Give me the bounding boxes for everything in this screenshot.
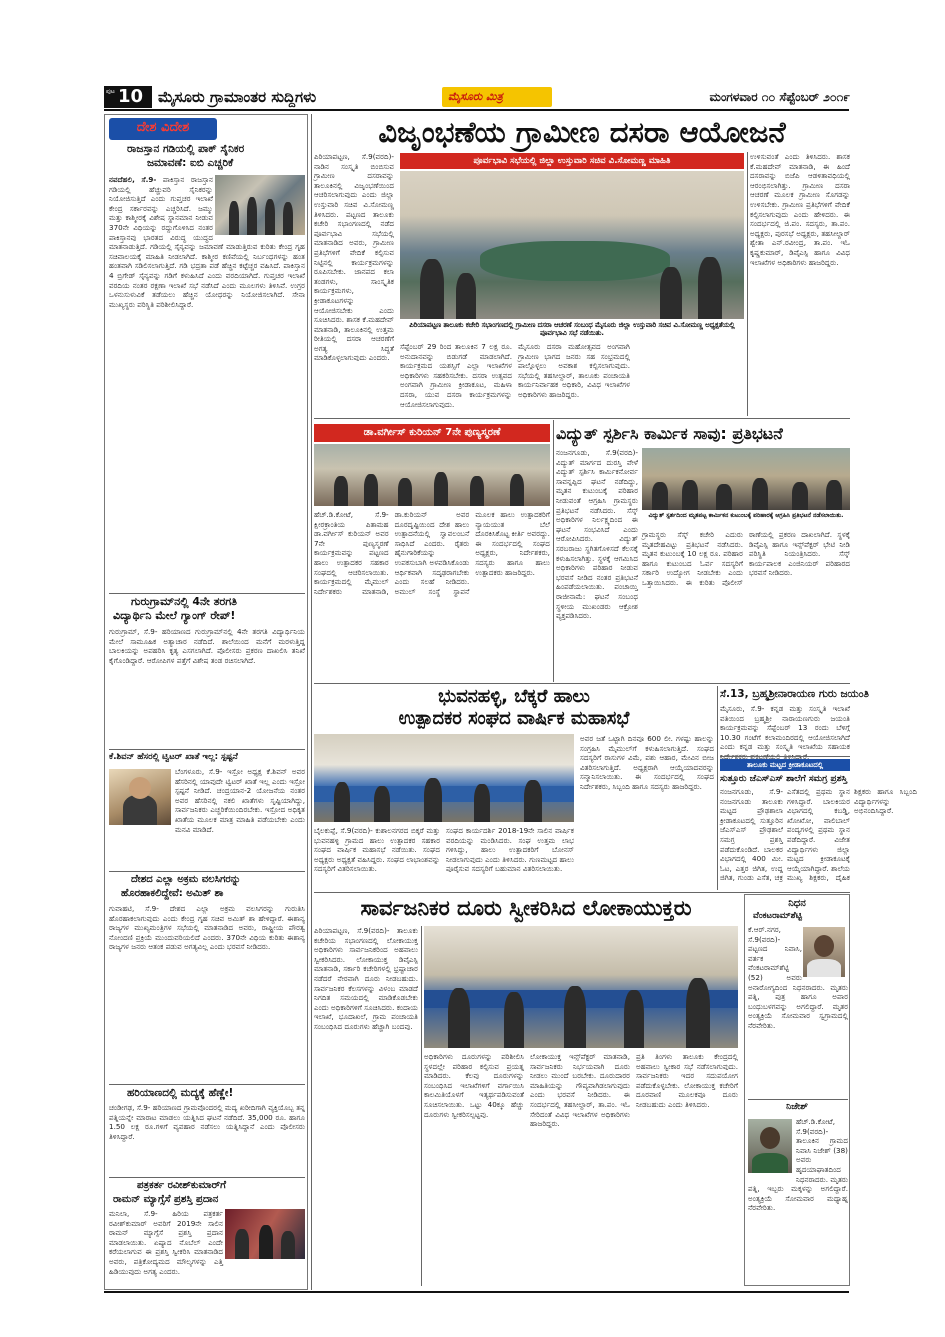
school-tag: ತಾಲೂಕು ಮಟ್ಟದ ಕ್ರೀಡಾಕೂಟದಲ್ಲಿ [720,759,850,771]
dasara-col2: ಸೆಪ್ಟೆಂಬರ್ 29 ರಿಂದ ತಾಲೂಕಿನ 7 ಲಕ್ಷ ರೂ. ಅನುದಾನವನ್ನು ಬಿಡುಗಡೆ ಮಾಡಲಾಗಿದೆ. ಕಾರ್ಯಕ್ರಮದ ಯಶಸ್ಸಿಗೆ ಎಲ್ಲಾ ಇಲಾಖೆಗಳ ಅಧಿಕಾರಿಗಳು ಸಹಕರಿಸಬೇಕು. ದಸರಾ ಉತ್ಸವದ ಅಂಗವಾಗಿ ಗ್ರಾಮೀಣ ಕ್ರೀಡಾಕೂಟ, ಮಹಿಳಾ ದಸರಾ, ಯುವ ದಸರಾ ಕಾರ್ಯಕ್ರಮಗಳನ್ನು ಆಯೋಜಿಸಲಾಗುವುದು. [400,342,512,409]
lokayukta-col4: ಪ್ರತಿ ತಿಂಗಳು ತಾಲೂಕು ಕೇಂದ್ರದಲ್ಲಿ ಅಹವಾಲು ಸ್ವೀಕಾರ ಸಭೆ ನಡೆಸಲಾಗುವುದು. ಸಾರ್ವಜನಿಕರು ಇದರ ಸದುಪಯೋಗ ಪಡೆದುಕೊಳ್ಳಬೇಕು. ಲೋಕಾಯುಕ್ತ ಕಚೇರಿಗೆ ದೂರವಾಣಿ ಮೂಲಕವೂ ದೂರು ನೀಡಬಹುದು ಎಂದು ತಿಳಿಸಿದರು. [636,1052,738,1109]
dasara-headline: ವಿಜೃಂಭಣೆಯ ಗ್ರಾಮೀಣ ದಸರಾ ಆಯೋಜನೆ [378,115,786,149]
story2-headline-1: ಗುರುಗ್ರಾಮ್‌ನಲ್ಲಿ 4ನೇ ತರಗತಿ [131,595,238,608]
dasara-subheadline: ಪೂರ್ವಭಾವಿ ಸಭೆಯಲ್ಲಿ ಜಿಲ್ಲಾ ಉಸ್ತುವಾರಿ ಸಚಿವ ವಿ.ಸೋಮಣ್ಣ ಮಾಹಿತಿ [400,153,744,169]
obituary2-body [748,1117,848,1283]
column-rule [717,686,718,890]
kurien-photo [314,444,550,506]
story1-text: ಪಾಕಿಸ್ತಾನ ರಾಜಸ್ತಾನ ಗಡಿಯಲ್ಲಿ ಹೆಚ್ಚುವರಿ ಸೈನಿಕರನ್ನು ನಿಯೋಜಿಸುತ್ತಿದೆ ಎಂದು ಗುಪ್ತಚರ ಇಲಾಖೆ ಕೇಂದ್ರ ಸರ್ಕಾರವನ್ನು ಎಚ್ಚರಿಸಿದೆ. ಜಮ್ಮು ಮತ್ತು ಕಾಶ್ಮೀರಕ್ಕೆ ವಿಶೇಷ ಸ್ಥಾನಮಾನ ನೀಡುವ 370ನೇ ವಿಧಿಯನ್ನು ರದ್ದುಗೊಳಿಸಿದ ನಂತರ ಪಾಕಿಸ್ತಾನವು ಭಾರತದ ವಿರುದ್ಧ ಯುದ್ಧದ ಮಾತನಾಡುತ್ತಿದೆ. ಗಡಿಯಲ್ಲಿ ಸೈನ್ಯವನ್ನು ಜಮಾವಣೆ ಮಾಡುತ್ತಿರುವ ಕುರಿತು ಕೇಂದ್ರ ಗೃಹ ಸಚಿವಾಲಯಕ್ಕೆ ಮಾಹಿತಿ ನೀಡಲಾಗಿದೆ. ಕಾಶ್ಮೀರ ಕಣಿವೆಯಲ್ಲಿ ನಿರ್ಬಂಧಗಳನ್ನು ಹಂತ ಹಂತವಾಗಿ ಸಡಿಲಿಸಲಾಗುತ್ತಿದೆ. ಗಡಿ ಭದ್ರತಾ ಪಡೆ ಹೆಚ್ಚಿನ ಕಟ್ಟೆಚ್ಚರ ವಹಿಸಿದೆ. ಪಾಕಿಸ್ತಾನ 4 ಬ್ರಿಗೇಡ್ ಸೈನ್ಯವನ್ನು ಗಡಿಗೆ ಕಳುಹಿಸಿದೆ ಎಂದು ವರದಿಯಾಗಿದೆ. ಗುಪ್ತಚರ ಇಲಾಖೆ ವರದಿಯ ನಂತರ ರಕ್ಷಣಾ ಇಲಾಖೆ ಸಭೆ ನಡೆಸಿದೆ ಎಂದು ಮೂಲಗಳು ತಿಳಿಸಿವೆ. ಉಗ್ರರ ಒಳನುಸುಳುವಿಕೆ ತಡೆಯಲು ಹೆಚ್ಚಿನ ಯೋಧರನ್ನು ನಿಯೋಜಿಸಲಾಗಿದೆ. ಸೇನಾ ಮುಖ್ಯಸ್ಥರು ಪರಿಸ್ಥಿತಿ ಪರಿಶೀಲಿಸಿದ್ದಾರೆ. [109,175,305,309]
footer-rule [104,1291,849,1293]
guru-body: ಮೈಸೂರು, ಸೆ.9- ಕನ್ನಡ ಮತ್ತು ಸಂಸ್ಕೃತಿ ಇಲಾಖೆ ವತಿಯಿಂದ ಬ್ರಹ್ಮಶ್ರೀ ನಾರಾಯಣಗುರು ಜಯಂತಿ ಕಾರ್ಯಕ್ರಮವನ್ನು ಸೆಪ್ಟೆಂಬರ್ 13 ರಂದು ಬೆಳಿಗ್ಗೆ 10.30 ಗಂಟೆಗೆ ಕಲಾಮಂದಿರದಲ್ಲಿ ಆಯೋಜಿಸಲಾಗಿದೆ ಎಂದು ಕನ್ನಡ ಮತ್ತು ಸಂಸ್ಕೃತಿ ಇಲಾಖೆಯ ಸಹಾಯಕ [720,704,850,752]
dasara-caption: ಪಿರಿಯಾಪಟ್ಟಣ ತಾಲೂಕು ಕಚೇರಿ ಸಭಾಂಗಣದಲ್ಲಿ ಗ್ರಾಮೀಣ ದಸರಾ ಆಚರಣೆ ಸಂಬಂಧ ಮೈಸೂರು ಜಿಲ್ಲಾ ಉಸ್ತುವಾರಿ ಸಚಿವ ವಿ.ಸೋಮಣ್ಣ ಅಧ್ಯಕ್ಷತೆಯಲ್ಲಿ ಪೂರ್ವಭಾವಿ ಸಭೆ ನಡೆಯಿತು. [409,321,735,338]
column-rule [747,152,748,416]
story1-dateline: ನವದೆಹಲಿ, ಸೆ.9- [109,175,157,184]
story3-photo [109,769,171,825]
section-banner [109,118,217,140]
milk-col3: ಅವರ ಜತೆ ಒಟ್ಟಾಗಿ ದಿನವೂ 600 ಲೀ. ಗಳಷ್ಟು ಹಾಲನ್ನು ಸಂಗ್ರಹಿಸಿ ಮೈಮುಲ್‌ಗೆ ಕಳುಹಿಸಲಾಗುತ್ತಿದೆ. ಸಂಘದ ಸದಸ್ಯರಿಗೆ ರಾಸುಗಳ ವಿಮೆ, ಪಶು ಆಹಾರ, ಮೇವಿನ ಬೀಜ ವಿತರಿಸಲಾಗುತ್ತಿದೆ. ಅಧ್ಯಕ್ಷರಾಗಿ ಆಯ್ಕೆಯಾದವರನ್ನು ಸನ್ಮಾನಿಸಲಾಯಿತು. ಈ ಸಂದರ್ಭದಲ್ಲಿ ಸಂಘದ ನಿರ್ದೇಶಕರು, ಸಿಬ್ಬಂದಿ ಹಾಗೂ ಸದಸ್ಯರು ಹಾಜರಿದ್ದರು. [580,734,714,791]
section-banner-text: ದೇಶ ವಿದೇಶ [136,120,190,135]
dasara-col3: ಮೈಸೂರು ದಸರಾ ಮಹೋತ್ಸವದ ಅಂಗವಾಗಿ ಗ್ರಾಮೀಣ ಭಾಗದ ಜನರು ಸಹ ಸಂಭ್ರಮದಲ್ಲಿ ಪಾಲ್ಗೊಳ್ಳಲು ಅವಕಾಶ ಕಲ್ಪಿಸಲಾಗುವುದು. ಸಭೆಯಲ್ಲಿ ತಹಸೀಲ್ದಾರ್, ತಾಲೂಕು ಪಂಚಾಯತಿ ಕಾರ್ಯನಿರ್ವಾಹಕ ಅಧಿಕಾರಿ, ವಿವಿಧ ಇಲಾಖೆಗಳ ಅಧಿಕಾರಿಗಳು ಹಾಜರಿದ್ದರು. [518,342,630,399]
story6-body [109,1209,305,1287]
lokayukta-photo [424,926,738,1048]
story2-headline-2: ವಿದ್ಯಾರ್ಥಿನಿ ಮೇಲೆ ಗ್ಯಾಂಗ್ ರೇಪ್! [113,609,236,622]
dasara-col4: ಉಳಿಸುವಂತೆ ಎಂದು ತಿಳಿಸಿದರು. ಶಾಸಕ ಕೆ.ಮಹದೇವ್ ಮಾತನಾಡಿ, ಈ ಹಿಂದೆ ದಸರಾವನ್ನು ಬಿಜೆಪಿ ಆಡಳಿತಾವಧಿಯಲ್ಲಿ ಆರಂಭಿಸಲಾಗಿತ್ತು. ಗ್ರಾಮೀಣ ದಸರಾ ಆಚರಣೆ ಮೂಲಕ ಗ್ರಾಮೀಣ ಸೊಗಡನ್ನು ಉಳಿಸಬೇಕು. ಗ್ರಾಮೀಣ ಪ್ರತಿಭೆಗಳಿಗೆ ವೇದಿಕೆ ಕಲ್ಪಿಸಲಾಗುವುದು ಎಂದು ಹೇಳಿದರು. ಈ ಸಂದರ್ಭದಲ್ಲಿ ಜಿ.ಪಂ. ಸದಸ್ಯರು, ತಾ.ಪಂ. ಅಧ್ಯಕ್ಷರು, ಪುರಸಭೆ ಅಧ್ಯಕ್ಷರು, ತಹಸೀಲ್ದಾರ್ ಶ್ವೇತಾ ಎನ್.ರವೀಂದ್ರ, ತಾ.ಪಂ. ಇಓ ಕೃಷ್ಣಕುಮಾರ್, ಡಿವೈಎಸ್ಪಿ ಹಾಗೂ ವಿವಿಧ ಇಲಾಖೆಗಳ ಅಧಿಕಾರಿಗಳು ಹಾಜರಿದ್ದರು. [750,152,850,267]
obituary2-text: ಹೆಚ್.ಡಿ.ಕೋಟೆ, ಸೆ.9(ವರದಿ)- ತಾಲೂಕಿನ ಗ್ರಾಮದ ನಿವಾಸಿ ನಿಜೇಶ್ (38) ಅವರು ಹೃದಯಾಘಾತದಿಂದ ನಿಧನರಾದರು. ಮೃತರು ಪತ್ನಿ, ಇಬ್ಬರು ಮಕ್ಕಳನ್ನು ಅಗಲಿದ್ದಾರೆ. ಅಂತ್ಯಕ್ರಿಯೆ ಸೋಮವಾರ ಮಧ್ಯಾಹ್ನ ನೆರವೇರಿತು. [748,1117,848,1213]
obituary1-body [748,925,848,1095]
story1-headline-1: ರಾಜಸ್ತಾನ ಗಡಿಯಲ್ಲಿ ಪಾಕ್ ಸೈನಿಕರ [127,143,245,155]
kurien-headline: ಡಾ.ವರ್ಗೀಸ್ ಕುರಿಯನ್ 7ನೇ ಪುಣ್ಯಸ್ಮರಣೆ [314,424,550,442]
story6-text: ಮನಿಲಾ, ಸೆ.9- ಹಿರಿಯ ಪತ್ರಕರ್ತ ರವೀಶ್‌ಕುಮಾರ್ ಅವರಿಗೆ 2019ನೇ ಸಾಲಿನ ರಾಮನ್ ಮ್ಯಾಗ್ಸೆಸೆ ಪ್ರಶಸ್ತಿ ಪ್ರದಾನ ಮಾಡಲಾಯಿತು. ಏಷ್ಯಾದ ನೊಬೆಲ್ ಎಂದೇ ಕರೆಯಲಾಗುವ ಈ ಪ್ರಶಸ್ತಿ ಸ್ವೀಕರಿಸಿ ಮಾತನಾಡಿದ ಅವರು, ಪತ್ರಿಕೋದ್ಯಮದ ಮೌಲ್ಯಗಳನ್ನು ಎತ್ತಿ ಹಿಡಿಯುವುದು ಅಗತ್ಯ ಎಂದರು. [109,1209,223,1276]
school-body: ನಂಜನಗೂಡು, ಸೆ.9- ನಂಜನಗೂಡು ತಾಲೂಕು ಮಟ್ಟದ ಪ್ರೌಢಶಾಲಾ ಕ್ರೀಡಾಕೂಟದಲ್ಲಿ ಸುತ್ತೂರಿನ ಜೆಎಸ್‌ಎಸ್ ಪ್ರೌಢಶಾಲೆ ಸಮಗ್ರ ಪ್ರಶಸ್ತಿ ಪಡೆದುಕೊಂಡಿದೆ. ಬಾಲಕರ ವಿಭಾಗದಲ್ಲಿ 400 ಮೀ. ಓಟ, ಎತ್ತರ ಜಿಗಿತ, ಉದ್ದ ಜಿಗಿತ, ಗುಂಡು ಎಸೆತ, ಚಕ್ರ ಎಸೆತದಲ್ಲಿ ಪ್ರಥಮ ಸ್ಥಾನ ಗಳಿಸಿದ್ದಾರೆ. ಬಾಲಕಿಯರ ವಿಭಾಗದಲ್ಲಿ ಕಬಡ್ಡಿ, ಖೋಖೋ, ವಾಲಿಬಾಲ್ ಪಂದ್ಯಗಳಲ್ಲಿ ಪ್ರಥಮ ಸ್ಥಾನ ಪಡೆದಿದ್ದಾರೆ. ವಿಜೇತ ವಿದ್ಯಾರ್ಥಿಗಳು ಜಿಲ್ಲಾ ಮಟ್ಟದ ಕ್ರೀಡಾಕೂಟಕ್ಕೆ ಆಯ್ಕೆಯಾಗಿದ್ದಾರೆ. ಶಾಲೆಯ ಮುಖ್ಯ ಶಿಕ್ಷಕರು, ದೈಹಿಕ ಶಿಕ್ಷಕರು ಹಾಗೂ ಸಿಬ್ಬಂದಿ ವಿದ್ಯಾರ್ಥಿಗಳನ್ನು ಅಭಿನಂದಿಸಿದ್ದಾರೆ. [720,787,917,883]
obituary1-text: ಕೆ.ಆರ್.ನಗರ, ಸೆ.9(ವರದಿ)- ಪಟ್ಟಣದ ನಿವಾಸಿ, ವರ್ತಕ ವೆಂಕಟರಾಮ್‌ಶೆಟ್ಟಿ (52) ಅವರು ಅನಾರೋಗ್ಯದಿಂದ ನಿಧನರಾದರು. ಮೃತರು ಪತ್ನಿ, ಪುತ್ರ ಹಾಗೂ ಅಪಾರ ಬಂಧುಬಳಗವನ್ನು ಅಗಲಿದ್ದಾರೆ. ಮೃತರ ಅಂತ್ಯಕ್ರಿಯೆ ಸೋಮವಾರ ಸ್ವಗ್ರಾಮದಲ್ಲಿ ನೆರವೇರಿತು. [748,925,848,1030]
page-tag: ಪುಟ [106,88,115,95]
lokayukta-col3: ಲೋಕಾಯುಕ್ತ ಇನ್ಸ್‌ಪೆಕ್ಟರ್ ಮಾತನಾಡಿ, ಸಾರ್ವಜನಿಕರು ನಿರ್ಭಯವಾಗಿ ದೂರು ನೀಡಲು ಮುಂದೆ ಬರಬೇಕು. ದೂರುದಾರರ ಮಾಹಿತಿಯನ್ನು ಗೌಪ್ಯವಾಗಿಡಲಾಗುವುದು ಎಂದು ಭರವಸೆ ನೀಡಿದರು. ಈ ಸಂದರ್ಭದಲ್ಲಿ ತಹಸೀಲ್ದಾರ್, ತಾ.ಪಂ. ಇಓ ಸೇರಿದಂತೆ ವಿವಿಧ ಇಲಾಖೆಗಳ ಅಧಿಕಾರಿಗಳು ಹಾಜರಿದ್ದರು. [530,1052,630,1129]
column-rule [553,420,554,682]
dasara-photo [400,171,744,319]
column-rule [311,114,312,1290]
story4-headline-1: ದೇಶದ ಎಲ್ಲಾ ಅಕ್ರಮ ವಲಸಿಗರನ್ನು [131,874,241,885]
obituary1-name: ವೆಂಕಟರಾಮ್‌ಶೆಟ್ಟಿ [753,911,802,921]
obituary-section-title: ನಿಧನ [788,898,806,909]
milk-col1: ಬೈಲಕುಪ್ಪೆ, ಸೆ.9(ವರದಿ)- ಕುಶಾಲನಗರದ ಬಿಕ್ಕರೆ ಮತ್ತು ಭುವನಹಳ್ಳಿ ಗ್ರಾಮದ ಹಾಲು ಉತ್ಪಾದಕರ ಸಹಕಾರ ಸಂಘದ ವಾರ್ಷಿಕ ಮಹಾಸಭೆ ನಡೆಯಿತು. ಸಂಘದ ಅಧ್ಯಕ್ಷರು ಅಧ್ಯಕ್ಷತೆ ವಹಿಸಿದ್ದರು. ಸಂಘದ ಲಾಭಾಂಶವನ್ನು ಸದಸ್ಯರಿಗೆ ವಿತರಿಸಲಾಯಿತು. [314,826,440,874]
story4-headline-2: ಹೊರಹಾಕಲಿದ್ದೇವೆ: ಅಮಿತ್ ಶಾ [121,888,224,899]
section-title: ಮೈಸೂರು ಗ್ರಾಮಾಂತರ ಸುದ್ದಿಗಳು [158,88,317,106]
electric-body2: ಗ್ರಾಮಸ್ಥರು ಸೆಸ್ಕ್ ಕಚೇರಿ ಎದುರು ಮೃತದೇಹವಿಟ್ಟು ಪ್ರತಿಭಟನೆ ನಡೆಸಿದರು. ಮೃತನ ಕುಟುಂಬಕ್ಕೆ 10 ಲಕ್ಷ ರೂ. ಪರಿಹಾರ ಹಾಗೂ ಕುಟುಂಬದ ಓರ್ವ ಸದಸ್ಯರಿಗೆ ಸರ್ಕಾರಿ ಉದ್ಯೋಗ ನೀಡಬೇಕು ಎಂದು ಒತ್ತಾಯಿಸಿದರು. ಈ ಕುರಿತು ಪೊಲೀಸ್ ಠಾಣೆಯಲ್ಲಿ ಪ್ರಕರಣ ದಾಖಲಾಗಿದೆ. ಸ್ಥಳಕ್ಕೆ ಡಿವೈಎಸ್ಪಿ ಹಾಗೂ ಇನ್ಸ್‌ಪೆಕ್ಟರ್ ಭೇಟಿ ನೀಡಿ ಪರಿಸ್ಥಿತಿ ನಿಯಂತ್ರಿಸಿದರು. ಸೆಸ್ಕ್ ಕಾರ್ಯಪಾಲಕ ಎಂಜಿನಿಯರ್ ಪರಿಹಾರದ ಭರವಸೆ ನೀಡಿದರು. [642,530,850,587]
issue-date: ಮಂಗಳವಾರ ೧೦ ಸೆಪ್ಟೆಂಬರ್ ೨೦೧೯ [709,90,850,104]
story2-body: ಗುರುಗ್ರಾಮ್, ಸೆ.9- ಹರಿಯಾಣದ ಗುರುಗ್ರಾಮ್‌ನಲ್ಲಿ 4ನೇ ತರಗತಿ ವಿದ್ಯಾರ್ಥಿನಿಯ ಮೇಲೆ ಸಾಮೂಹಿಕ ಅತ್ಯಾಚಾರ ನಡೆದಿದೆ. ಶಾಲೆಯಿಂದ ಮನೆಗೆ ಮರಳುತ್ತಿದ್ದ ಬಾಲಕಿಯನ್ನು ಅಪಹರಿಸಿ ಕೃತ್ಯ ಎಸಗಲಾಗಿದೆ. ಪೊಲೀಸರು ಪ್ರಕರಣ ದಾಖಲಿಸಿ ತನಿಖೆ ಕೈಗೊಂಡಿದ್ದಾರೆ. ಆರೋಪಿಗಳ ಪತ್ತೆಗೆ ವಿಶೇಷ ತಂಡ ರಚಿಸಲಾಗಿದೆ. [109,627,305,665]
dasara-col1: ಪಿರಿಯಾಪಟ್ಟಣ, ಸೆ.9(ವರದಿ)- ನಾಡಿನ ಸಂಸ್ಕೃತಿ ಬಿಂಬಿಸುವ ಗ್ರಾಮೀಣ ದಸರಾವನ್ನು ತಾಲೂಕಿನಲ್ಲಿ ವಿಜೃಂಭಣೆಯಿಂದ ಆಚರಿಸಲಾಗುವುದು ಎಂದು ಜಿಲ್ಲಾ ಉಸ್ತುವಾರಿ ಸಚಿವ ವಿ.ಸೋಮಣ್ಣ ತಿಳಿಸಿದರು. ಪಟ್ಟಣದ ತಾಲೂಕು ಕಚೇರಿ ಸಭಾಂಗಣದಲ್ಲಿ ನಡೆದ ಪೂರ್ವಭಾವಿ ಸಭೆಯಲ್ಲಿ ಮಾತನಾಡಿದ ಅವರು, ಗ್ರಾಮೀಣ ಪ್ರತಿಭೆಗಳಿಗೆ ವೇದಿಕೆ ಕಲ್ಪಿಸುವ ನಿಟ್ಟಿನಲ್ಲಿ ಕಾರ್ಯಕ್ರಮಗಳನ್ನು ರೂಪಿಸಬೇಕು. ಜಾನಪದ ಕಲಾ ತಂಡಗಳು, ಸಾಂಸ್ಕೃತಿಕ ಕಾರ್ಯಕ್ರಮಗಳು, ಕ್ರೀಡಾಕೂಟಗಳನ್ನು ಆಯೋಜಿಸಬೇಕು ಎಂದು ಸೂಚಿಸಿದರು. ಶಾಸಕ ಕೆ.ಮಹದೇವ್ ಮಾತನಾಡಿ, ತಾಲೂಕಿನಲ್ಲಿ ಉತ್ತಮ ರೀತಿಯಲ್ಲಿ ದಸರಾ ಆಚರಣೆಗೆ ಅಗತ್ಯ ಸಿದ್ಧತೆ ಮಾಡಿಕೊಳ್ಳಲಾಗುವುದು ಎಂದರು. [314,152,394,363]
obituary2-name: ನಿಜೇಶ್ [786,1102,808,1112]
page-number: 10 [118,86,144,107]
electric-caption: ವಿದ್ಯುತ್ ಸ್ಪರ್ಶದಿಂದ ಮೃತಪಟ್ಟ ಕಾರ್ಮಿಕನ ಕುಟುಂಬಕ್ಕೆ ಪರಿಹಾರಕ್ಕೆ ಆಗ್ರಹಿಸಿ ಪ್ರತಿಭಟನೆ ನಡೆಸಲಾಯಿತು. [648,512,844,519]
lokayukta-headline: ಸಾರ್ವಜನಿಕರ ದೂರು ಸ್ವೀಕರಿಸಿದ ಲೋಕಾಯುಕ್ತರು [360,896,692,920]
story1-headline-2: ಜಮಾವಣೆ: ಐಬಿ ಎಚ್ಚರಿಕೆ [147,157,234,169]
milk-headline-2: ಉತ್ಪಾದಕರ ಸಂಘದ ವಾರ್ಷಿಕ ಮಹಾಸಭೆ [398,708,630,729]
story3-headline: ಕೆ.ಶಿವನ್ ಹೆಸರಲ್ಲಿ ಟ್ವಿಟರ್ ಖಾತೆ ಇಲ್ಲ: ಸ್ಪಷ್ಟನೆ [109,752,238,762]
electric-body: ನಂಜನಗೂಡು, ಸೆ.9(ವರದಿ)- ವಿದ್ಯುತ್ ಮಾರ್ಗದ ದುರಸ್ತಿ ವೇಳೆ ವಿದ್ಯುತ್ ಸ್ಪರ್ಶಿಸಿ ಕಾರ್ಮಿಕನೋರ್ವ ಸಾವನ್ನಪ್ಪಿದ ಘಟನೆ ನಡೆದಿದ್ದು, ಮೃತನ ಕುಟುಂಬಕ್ಕೆ ಪರಿಹಾರ ನೀಡುವಂತೆ ಆಗ್ರಹಿಸಿ ಗ್ರಾಮಸ್ಥರು ಪ್ರತಿಭಟನೆ ನಡೆಸಿದರು. ಸೆಸ್ಕ್ ಅಧಿಕಾರಿಗಳ ನಿರ್ಲಕ್ಷ್ಯದಿಂದ ಈ ಘಟನೆ ಸಂಭವಿಸಿದೆ ಎಂದು ಆರೋಪಿಸಿದರು. ವಿದ್ಯುತ್ ಸರಬರಾಜು ಸ್ಥಗಿತಗೊಳಿಸದೆ ಕೆಲಸಕ್ಕೆ ಕಳುಹಿಸಲಾಗಿತ್ತು. ಸ್ಥಳಕ್ಕೆ ಆಗಮಿಸಿದ ಅಧಿಕಾರಿಗಳು ಪರಿಹಾರ ನೀಡುವ ಭರವಸೆ ನೀಡಿದ ನಂತರ ಪ್ರತಿಭಟನೆ ಹಿಂಪಡೆಯಲಾಯಿತು. ಪಂಚಾಯ್ತಿ ರಾಜೀನಾಮೆ: ಘಟನೆ ಸಂಬಂಧ ಸ್ಥಳೀಯ ಮುಖಂಡರು ಆಕ್ರೋಶ ವ್ಯಕ್ತಪಡಿಸಿದರು. [556,448,638,621]
guru-headline: ಸೆ.13, ಬ್ರಹ್ಮಶ್ರೀನಾರಾಯಣ ಗುರು ಜಯಂತಿ [720,688,869,700]
electric-headline: ವಿದ್ಯುತ್ ಸ್ಪರ್ಶಿಸಿ ಕಾರ್ಮಿಕ ಸಾವು: ಪ್ರತಿಭಟನೆ [556,424,783,443]
electric-photo [642,448,850,510]
masthead-rule [104,109,849,111]
story3-body: ಬೆಂಗಳೂರು, ಸೆ.9- ಇಸ್ರೋ ಅಧ್ಯಕ್ಷ ಕೆ.ಶಿವನ್ ಅವರ ಹೆಸರಿನಲ್ಲಿ ಯಾವುದೇ ಟ್ವಿಟರ್ ಖಾತೆ ಇಲ್ಲ ಎಂದು ಇಸ್ರೋ ಸ್ಪಷ್ಟನೆ ನೀಡಿದೆ. ಚಂದ್ರಯಾನ-2 ಯೋಜನೆಯ ನಂತರ ಅವರ ಹೆಸರಿನಲ್ಲಿ ನಕಲಿ ಖಾತೆಗಳು ಸೃಷ್ಟಿಯಾಗಿದ್ದು, ಸಾರ್ವಜನಿಕರು ಎಚ್ಚರಿಕೆಯಿಂದಿರಬೇಕು. ಇಸ್ರೋದ ಅಧಿಕೃತ ಖಾತೆಯ ಮೂಲಕ ಮಾತ್ರ ಮಾಹಿತಿ ಪಡೆಯಬೇಕು ಎಂದು ಮನವಿ ಮಾಡಿದೆ. [175,767,305,834]
paper-logo [442,87,552,107]
milk-photo [314,734,574,822]
masthead [104,86,849,108]
school-headline: ಸುತ್ತೂರು ಜೆಎಸ್‌ಎಸ್ ಶಾಲೆಗೆ ಸಮಗ್ರ ಪ್ರಶಸ್ತಿ [720,774,848,784]
lokayukta-col1: ಪಿರಿಯಾಪಟ್ಟಣ, ಸೆ.9(ವರದಿ)- ತಾಲೂಕು ಕಚೇರಿಯ ಸಭಾಂಗಣದಲ್ಲಿ ಲೋಕಾಯುಕ್ತ ಅಧಿಕಾರಿಗಳು ಸಾರ್ವಜನಿಕರಿಂದ ಅಹವಾಲು ಸ್ವೀಕರಿಸಿದರು. ಲೋಕಾಯುಕ್ತ ಡಿವೈಎಸ್ಪಿ ಮಾತನಾಡಿ, ಸರ್ಕಾರಿ ಕಚೇರಿಗಳಲ್ಲಿ ಭ್ರಷ್ಟಾಚಾರ ನಡೆದರೆ ನೇರವಾಗಿ ದೂರು ನೀಡಬಹುದು. ಸಾರ್ವಜನಿಕರ ಕೆಲಸಗಳನ್ನು ವಿಳಂಬ ಮಾಡದೆ ನಿಗದಿತ ಸಮಯದಲ್ಲಿ ಮಾಡಿಕೊಡಬೇಕು ಎಂದು ಅಧಿಕಾರಿಗಳಿಗೆ ಸೂಚಿಸಿದರು. ಕಂದಾಯ ಇಲಾಖೆ, ಭೂದಾಖಲೆ, ಗ್ರಾಮ ಪಂಚಾಯತಿ ಸಂಬಂಧಿಸಿದ ದೂರುಗಳು ಹೆಚ್ಚಾಗಿ ಬಂದವು. [314,926,418,1031]
column-rule [421,926,422,1286]
obituary-box [744,894,850,1286]
milk-headline-1: ಭುವನಹಳ್ಳಿ, ಬೆಕ್ಕರೆ ಹಾಲು [438,686,590,707]
page-number-box [104,86,152,108]
story5-headline: ಹರಿಯಾಣದಲ್ಲಿ ಮದ್ಯಕ್ಕೆ ಹೆಣ್ಣೇ! [127,1087,234,1099]
left-column [104,114,308,1290]
paper-name: ಮೈಸೂರು ಮಿತ್ರ [448,90,503,103]
story5-body: ಚಂಡೀಗಢ, ಸೆ.9- ಹರಿಯಾಣದ ಗ್ರಾಮವೊಂದರಲ್ಲಿ ಮದ್ಯ ಖರೀದಿಗಾಗಿ ವ್ಯಕ್ತಿಯೊಬ್ಬ ತನ್ನ ಪತ್ನಿಯನ್ನೇ ಮಾರಾಟ ಮಾಡಲು ಯತ್ನಿಸಿದ ಘಟನೆ ನಡೆದಿದೆ. 35,000 ರೂ. ಹಾಗೂ 1.50 ಲಕ್ಷ ರೂ.ಗಳಿಗೆ ವ್ಯವಹಾರ ನಡೆಸಲು ಯತ್ನಿಸಿದ್ದಾನೆ ಎಂದು ಪೊಲೀಸರು ತಿಳಿಸಿದ್ದಾರೆ. [109,1103,305,1141]
story6-headline-2: ರಾಮನ್ ಮ್ಯಾಗ್ಸೆಸೆ ಪ್ರಶಸ್ತಿ ಪ್ರದಾನ [113,1194,219,1205]
story4-body: ಗುವಾಹಟಿ, ಸೆ.9- ದೇಶದ ಎಲ್ಲಾ ಅಕ್ರಮ ವಲಸಿಗರನ್ನು ಗುರುತಿಸಿ ಹೊರಹಾಕಲಾಗುವುದು ಎಂದು ಕೇಂದ್ರ ಗೃಹ ಸಚಿವ ಅಮಿತ್ ಶಾ ಹೇಳಿದ್ದಾರೆ. ಈಶಾನ್ಯ ರಾಜ್ಯಗಳ ಮುಖ್ಯಮಂತ್ರಿಗಳ ಸಭೆಯಲ್ಲಿ ಮಾತನಾಡಿದ ಅವರು, ರಾಷ್ಟ್ರೀಯ ಪೌರತ್ವ ನೋಂದಣಿ ಪ್ರಕ್ರಿಯೆ ಮುಂದುವರಿಯಲಿದೆ ಎಂದರು. 370ನೇ ವಿಧಿಯ ಕುರಿತು ಈಶಾನ್ಯ ರಾಜ್ಯಗಳ ಜನರು ಆತಂಕ ಪಡುವ ಅಗತ್ಯವಿಲ್ಲ ಎಂದು ಭರವಸೆ ನೀಡಿದರು. [109,904,305,952]
story1-body [109,175,305,387]
kurien-body: ಹೆಚ್.ಡಿ.ಕೋಟೆ, ಸೆ.9- ಕ್ಷೀರಕ್ರಾಂತಿಯ ಪಿತಾಮಹ ಡಾ.ವರ್ಗೀಸ್ ಕುರಿಯನ್ ಅವರ 7ನೇ ಪುಣ್ಯಸ್ಮರಣೆ ಕಾರ್ಯಕ್ರಮವನ್ನು ಪಟ್ಟಣದ ಹಾಲು ಉತ್ಪಾದಕರ ಸಹಕಾರ ಸಂಘದಲ್ಲಿ ಆಚರಿಸಲಾಯಿತು. ಕಾರ್ಯಕ್ರಮದಲ್ಲಿ ಮೈಮುಲ್ ನಿರ್ದೇಶಕರು ಮಾತನಾಡಿ, ಡಾ.ಕುರಿಯನ್ ಅವರ ದೂರದೃಷ್ಟಿಯಿಂದ ದೇಶ ಹಾಲು ಉತ್ಪಾದನೆಯಲ್ಲಿ ಸ್ವಾವಲಂಬನೆ ಸಾಧಿಸಿದೆ ಎಂದರು. ರೈತರು ಹೈನುಗಾರಿಕೆಯನ್ನು ಉಪಕಸುಬಾಗಿ ಅಳವಡಿಸಿಕೊಂಡು ಆರ್ಥಿಕವಾಗಿ ಸದೃಢರಾಗಬೇಕು ಎಂದು ಸಲಹೆ ನೀಡಿದರು. ಅಮುಲ್ ಸಂಸ್ಥೆ ಸ್ಥಾಪನೆ ಮೂಲಕ ಹಾಲು ಉತ್ಪಾದಕರಿಗೆ ನ್ಯಾಯಯುತ ಬೆಲೆ ದೊರಕಿಸಿಕೊಟ್ಟ ಕೀರ್ತಿ ಅವರದ್ದು. ಈ ಸಂದರ್ಭದಲ್ಲಿ ಸಂಘದ ಅಧ್ಯಕ್ಷರು, ನಿರ್ದೇಶಕರು, ಸದಸ್ಯರು ಹಾಗೂ ಹಾಲು ಉತ್ಪಾದಕರು ಹಾಜರಿದ್ದರು. [314,510,550,596]
story6-headline-1: ಪತ್ರಕರ್ತ ರವೀಶ್‌ಕುಮಾರ್‌ಗೆ [137,1180,226,1191]
milk-col2: ಸಂಘದ ಕಾರ್ಯದರ್ಶಿ 2018-19ನೇ ಸಾಲಿನ ವಾರ್ಷಿಕ ವರದಿಯನ್ನು ಮಂಡಿಸಿದರು. ಸಂಘ ಉತ್ತಮ ಲಾಭ ಗಳಿಸಿದ್ದು, ಹಾಲು ಉತ್ಪಾದಕರಿಗೆ ಬೋನಸ್ ನೀಡಲಾಗುವುದು ಎಂದು ತಿಳಿಸಿದರು. ಗುಣಮಟ್ಟದ ಹಾಲು ಪೂರೈಸುವ ಸದಸ್ಯರಿಗೆ ಬಹುಮಾನ ವಿತರಿಸಲಾಯಿತು. [446,826,574,874]
lokayukta-col2: ಅಧಿಕಾರಿಗಳು ದೂರುಗಳನ್ನು ಪರಿಶೀಲಿಸಿ ಸ್ಥಳದಲ್ಲೇ ಪರಿಹಾರ ಕಲ್ಪಿಸುವ ಪ್ರಯತ್ನ ಮಾಡಿದರು. ಕೆಲವು ದೂರುಗಳನ್ನು ಸಂಬಂಧಿಸಿದ ಇಲಾಖೆಗಳಿಗೆ ವರ್ಗಾಯಿಸಿ ಕಾಲಮಿತಿಯೊಳಗೆ ಇತ್ಯರ್ಥಪಡಿಸುವಂತೆ ಸೂಚಿಸಲಾಯಿತು. ಒಟ್ಟು 40ಕ್ಕೂ ಹೆಚ್ಚು ದೂರುಗಳು ಸ್ವೀಕರಿಸಲ್ಪಟ್ಟವು. [424,1052,524,1119]
